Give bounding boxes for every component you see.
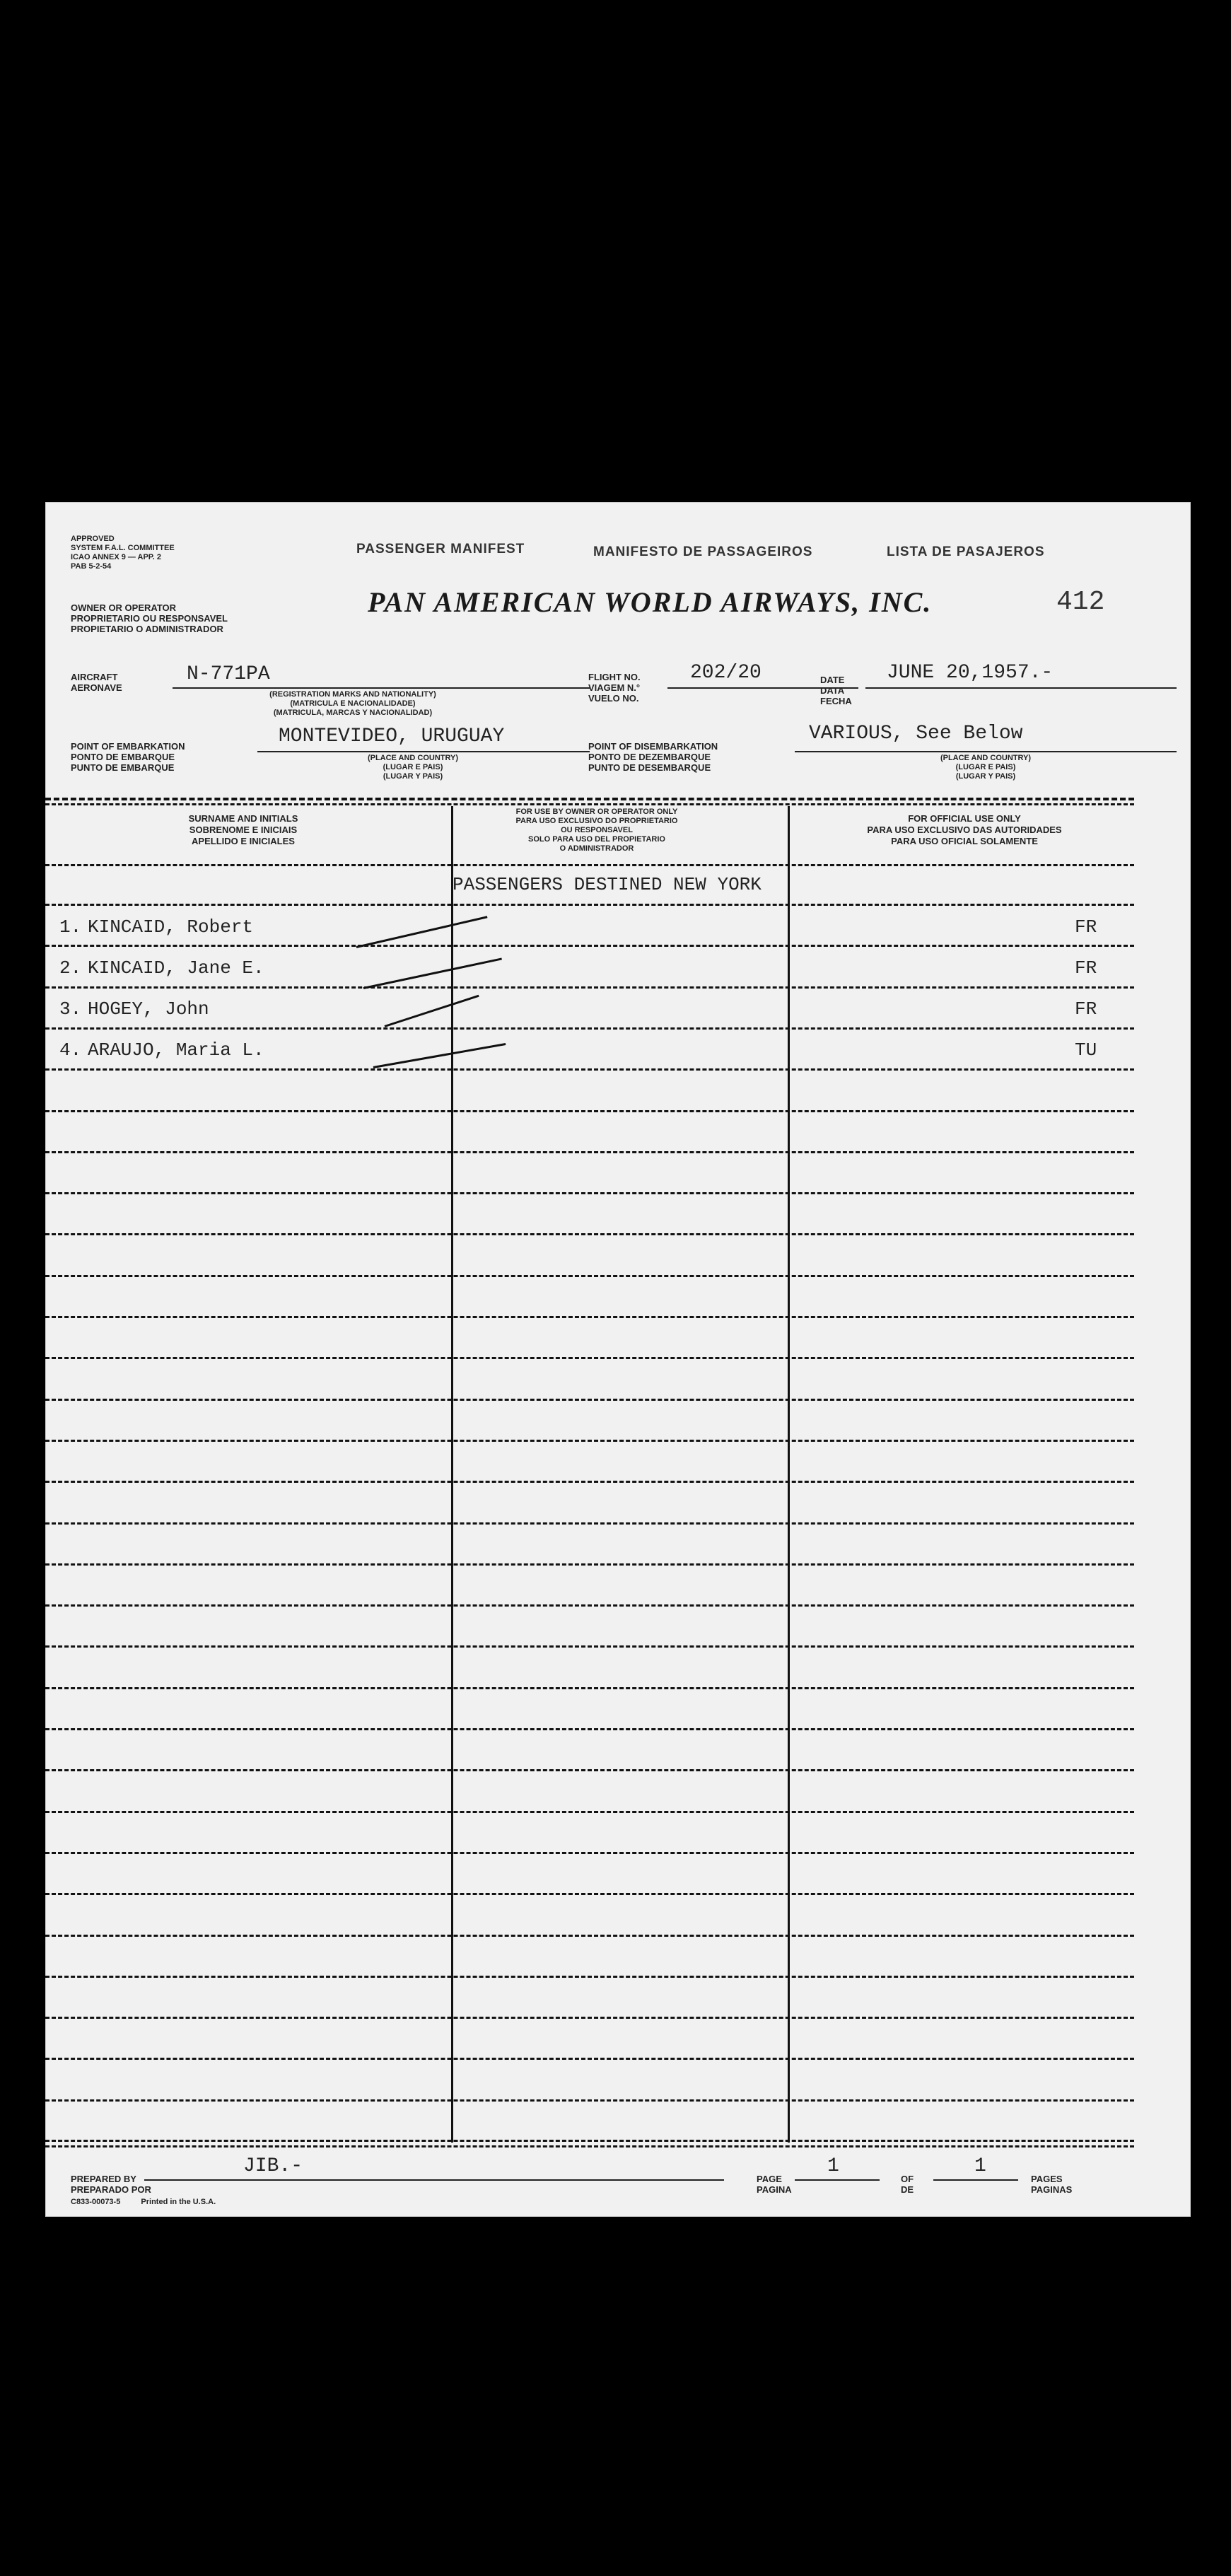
owner-labels: OWNER OR OPERATOR PROPRIETARIO OU RESPONSAVEL PROPIETARIO O ADMINISTRADOR	[71, 602, 228, 634]
passenger-number: 1.	[59, 916, 82, 938]
passenger-code: FR	[1075, 998, 1097, 1020]
flight-value: 202/20	[690, 662, 762, 684]
table-bottom-rule	[45, 2140, 1134, 2142]
passenger-number: 4.	[59, 1039, 82, 1061]
passenger-number: 2.	[59, 957, 82, 979]
company-name: PAN AMERICAN WORLD AIRWAYS, INC.	[368, 586, 933, 618]
column-header-official: FOR OFFICIAL USE ONLY PARA USO EXCLUSIVO DAS AUTORIDADES PARA USO OFICIAL SOLAMENTE	[867, 813, 1062, 846]
embarkation-labels: POINT OF EMBARKATION PONTO DE EMBARQUE PUNTO DE EMBARQUE	[71, 741, 185, 773]
column-header-surname: SURNAME AND INITIALS SOBRENOME E INICIAIS APELLIDO E INICIALES	[188, 813, 298, 846]
date-value: JUNE 20,1957.-	[887, 662, 1054, 684]
ruled-line	[45, 1893, 1134, 1895]
ruled-line	[45, 1068, 1134, 1071]
aircraft-underline	[173, 687, 590, 689]
prepared-labels: PREPARED BY PREPARADO POR	[71, 2174, 151, 2195]
date-labels: DATE DATA FECHA	[820, 675, 852, 706]
prepared-value: JIB.-	[243, 2155, 303, 2177]
passenger-name: HOGEY, John	[88, 998, 209, 1020]
table-top-rule-2	[45, 803, 1134, 805]
column-header-owner-use: FOR USE BY OWNER OR OPERATOR ONLY PARA USO EXCLUSIVO DO PROPRIETARIO OU RESPONSAVEL SOLO PARA USO DEL PROPIETARIO O ADMINISTRADOR	[515, 808, 678, 853]
destination-note: PASSENGERS DESTINED NEW YORK	[453, 874, 762, 895]
ruled-line	[45, 1563, 1134, 1566]
disembarkation-labels: POINT OF DISEMBARKATION PONTO DE DEZEMBARQUE PUNTO DE DESEMBARQUE	[588, 741, 718, 773]
passenger-code: FR	[1075, 916, 1097, 938]
disembarkation-value: VARIOUS, See Below	[809, 723, 1023, 745]
table-bottom-rule-2	[45, 2145, 1134, 2147]
ruled-line	[45, 1357, 1134, 1359]
ruled-line	[45, 2017, 1134, 2019]
aircraft-labels: AIRCRAFT AERONAVE	[71, 672, 122, 693]
ruled-line	[45, 1233, 1134, 1235]
ruled-line	[45, 1811, 1134, 1813]
form-code-line: C833-00073-5 Printed in the U.S.A.	[71, 2198, 216, 2206]
flight-labels: FLIGHT NO. VIAGEM N.° VUELO NO.	[588, 672, 641, 704]
of-value: 1	[974, 2155, 986, 2177]
title-spanish: LISTA DE PASAJEROS	[887, 544, 1045, 559]
ruled-line	[45, 945, 1134, 947]
of-underline	[933, 2179, 1018, 2181]
of-labels: OF DE	[901, 2174, 914, 2195]
ruled-line	[45, 986, 1134, 989]
embarkation-underline	[257, 751, 590, 752]
ruled-line	[45, 1604, 1134, 1607]
approved-block: APPROVED SYSTEM F.A.L. COMMITTEE ICAO ANNEX 9 — APP. 2 PAB 5-2-54	[71, 535, 175, 571]
ruled-line	[45, 1275, 1134, 1277]
passenger-code: TU	[1075, 1039, 1097, 1061]
passenger-name: KINCAID, Jane E.	[88, 957, 264, 979]
passenger-number: 3.	[59, 998, 82, 1020]
ruled-line	[45, 904, 1134, 906]
pages-labels: PAGES PAGINAS	[1031, 2174, 1073, 2195]
ruled-line	[45, 2058, 1134, 2060]
ruled-line	[45, 2099, 1134, 2102]
embarkation-notes: (PLACE AND COUNTRY) (LUGAR E PAIS) (LUGAR Y PAIS)	[367, 754, 459, 781]
aircraft-value: N-771PA	[187, 663, 270, 685]
page-labels: PAGE PAGINA	[757, 2174, 792, 2195]
page-value: 1	[827, 2155, 839, 2177]
header-bottom-rule	[45, 864, 1134, 866]
ruled-line	[45, 1935, 1134, 1937]
ruled-line	[45, 1110, 1134, 1112]
table-top-rule	[45, 798, 1134, 800]
title-portuguese: MANIFESTO DE PASSAGEIROS	[593, 544, 813, 559]
ruled-line	[45, 1976, 1134, 1978]
passenger-name: ARAUJO, Maria L.	[88, 1039, 264, 1061]
ruled-line	[45, 1027, 1134, 1030]
ruled-line	[45, 1769, 1134, 1771]
passenger-code: FR	[1075, 957, 1097, 979]
ruled-line	[45, 1687, 1134, 1689]
ruled-line	[45, 1522, 1134, 1525]
date-underline	[865, 687, 1177, 689]
disembarkation-notes: (PLACE AND COUNTRY) (LUGAR E PAIS) (LUGAR Y PAIS)	[940, 754, 1032, 781]
sheet-number: 412	[1056, 587, 1105, 617]
page-underline	[795, 2179, 880, 2181]
disembarkation-underline	[795, 751, 1177, 752]
ruled-line	[45, 1481, 1134, 1483]
ruled-line	[45, 1151, 1134, 1153]
aircraft-notes: (REGISTRATION MARKS AND NATIONALITY) (MATRICULA E NACIONALIDADE) (MATRICULA, MARCAS Y NACIONALIDAD)	[269, 690, 436, 717]
ruled-line	[45, 1399, 1134, 1401]
passenger-name: KINCAID, Robert	[88, 916, 254, 938]
embarkation-value: MONTEVIDEO, URUGUAY	[279, 725, 505, 747]
ruled-line	[45, 1316, 1134, 1318]
ruled-line	[45, 1440, 1134, 1442]
title-english: PASSENGER MANIFEST	[356, 542, 525, 556]
ruled-line	[45, 1192, 1134, 1194]
ruled-line	[45, 1728, 1134, 1730]
ruled-line	[45, 1645, 1134, 1648]
prepared-underline	[144, 2179, 724, 2181]
ruled-line	[45, 1852, 1134, 1854]
manifest-page	[45, 502, 1191, 2217]
